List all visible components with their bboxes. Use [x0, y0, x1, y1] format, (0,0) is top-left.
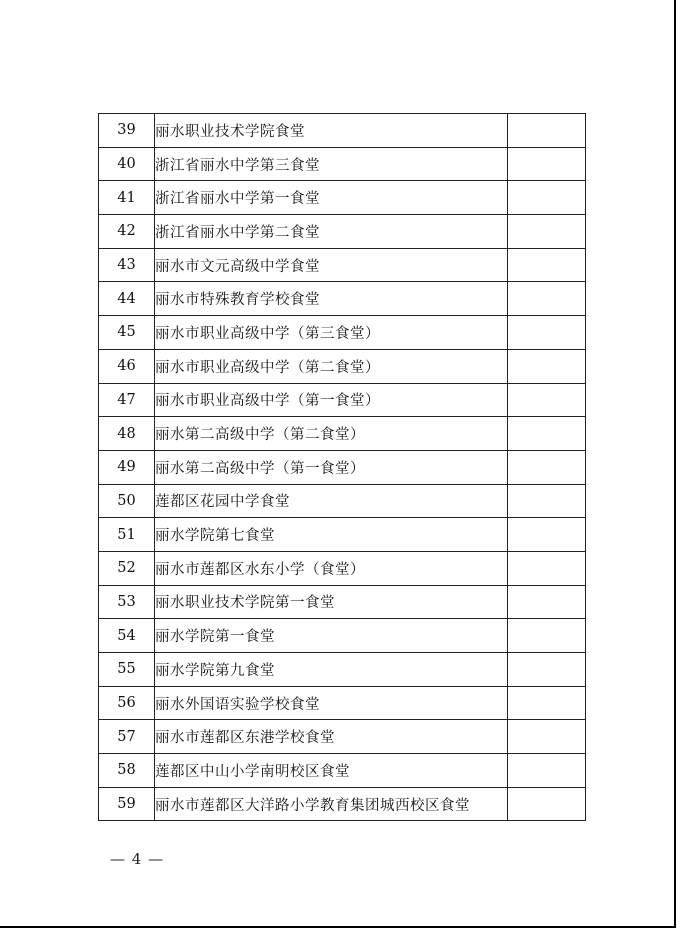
row-number: 40: [99, 147, 155, 181]
note-cell: [508, 484, 586, 518]
row-number: 48: [99, 417, 155, 451]
note-cell: [508, 720, 586, 754]
canteen-name: 丽水市职业高级中学（第一食堂）: [155, 383, 508, 417]
row-number: 58: [99, 754, 155, 788]
canteen-name: 丽水外国语实验学校食堂: [155, 686, 508, 720]
note-cell: [508, 248, 586, 282]
canteen-name: 丽水学院第一食堂: [155, 619, 508, 653]
row-number: 39: [99, 114, 155, 148]
table-row: [99, 551, 586, 585]
row-number: 54: [99, 619, 155, 653]
canteen-name: 浙江省丽水中学第二食堂: [155, 215, 508, 249]
canteen-name: 丽水第二高级中学（第一食堂）: [155, 450, 508, 484]
canteen-table-body: [99, 114, 586, 821]
page-number: — 4 —: [110, 850, 165, 868]
table-row: [99, 147, 586, 181]
table-row: [99, 619, 586, 653]
note-cell: [508, 181, 586, 215]
row-number: 43: [99, 248, 155, 282]
table-row: [99, 686, 586, 720]
note-cell: [508, 383, 586, 417]
note-cell: [508, 349, 586, 383]
canteen-name: 丽水职业技术学院食堂: [155, 114, 508, 148]
canteen-name: 莲都区中山小学南明校区食堂: [155, 754, 508, 788]
row-number: 47: [99, 383, 155, 417]
table-row: [99, 114, 586, 148]
row-number: 42: [99, 215, 155, 249]
note-cell: [508, 417, 586, 451]
note-cell: [508, 653, 586, 687]
row-number: 44: [99, 282, 155, 316]
row-number: 59: [99, 787, 155, 821]
row-number: 49: [99, 450, 155, 484]
row-number: 46: [99, 349, 155, 383]
note-cell: [508, 450, 586, 484]
table-row: [99, 484, 586, 518]
note-cell: [508, 518, 586, 552]
canteen-name: 丽水市莲都区大洋路小学教育集团城西校区食堂: [155, 787, 508, 821]
row-number: 56: [99, 686, 155, 720]
table-row: [99, 653, 586, 687]
note-cell: [508, 551, 586, 585]
canteen-name: 浙江省丽水中学第三食堂: [155, 147, 508, 181]
row-number: 45: [99, 316, 155, 350]
canteen-name: 丽水市职业高级中学（第二食堂）: [155, 349, 508, 383]
row-number: 41: [99, 181, 155, 215]
row-number: 50: [99, 484, 155, 518]
note-cell: [508, 686, 586, 720]
row-number: 55: [99, 653, 155, 687]
row-number: 52: [99, 551, 155, 585]
row-number: 57: [99, 720, 155, 754]
note-cell: [508, 754, 586, 788]
table-row: [99, 349, 586, 383]
canteen-name: 莲都区花园中学食堂: [155, 484, 508, 518]
note-cell: [508, 147, 586, 181]
canteen-name: 丽水职业技术学院第一食堂: [155, 585, 508, 619]
note-cell: [508, 282, 586, 316]
table-row: [99, 787, 586, 821]
note-cell: [508, 787, 586, 821]
canteen-name: 丽水市莲都区水东小学（食堂）: [155, 551, 508, 585]
canteen-name: 丽水学院第九食堂: [155, 653, 508, 687]
table-row: [99, 215, 586, 249]
canteen-name: 丽水市文元高级中学食堂: [155, 248, 508, 282]
table-row: [99, 282, 586, 316]
table-row: [99, 720, 586, 754]
table-row: [99, 383, 586, 417]
note-cell: [508, 316, 586, 350]
table-row: [99, 181, 586, 215]
table-row: [99, 316, 586, 350]
row-number: 53: [99, 585, 155, 619]
canteen-name: 丽水市莲都区东港学校食堂: [155, 720, 508, 754]
canteen-name: 丽水市职业高级中学（第三食堂）: [155, 316, 508, 350]
table-row: [99, 248, 586, 282]
canteen-name: 丽水第二高级中学（第二食堂）: [155, 417, 508, 451]
table-row: [99, 417, 586, 451]
note-cell: [508, 585, 586, 619]
table-row: [99, 585, 586, 619]
canteen-name: 浙江省丽水中学第一食堂: [155, 181, 508, 215]
canteen-name: 丽水市特殊教育学校食堂: [155, 282, 508, 316]
table-row: [99, 754, 586, 788]
row-number: 51: [99, 518, 155, 552]
canteen-table: [98, 113, 586, 821]
note-cell: [508, 619, 586, 653]
table-row: [99, 518, 586, 552]
canteen-name: 丽水学院第七食堂: [155, 518, 508, 552]
table-row: [99, 450, 586, 484]
note-cell: [508, 114, 586, 148]
note-cell: [508, 215, 586, 249]
